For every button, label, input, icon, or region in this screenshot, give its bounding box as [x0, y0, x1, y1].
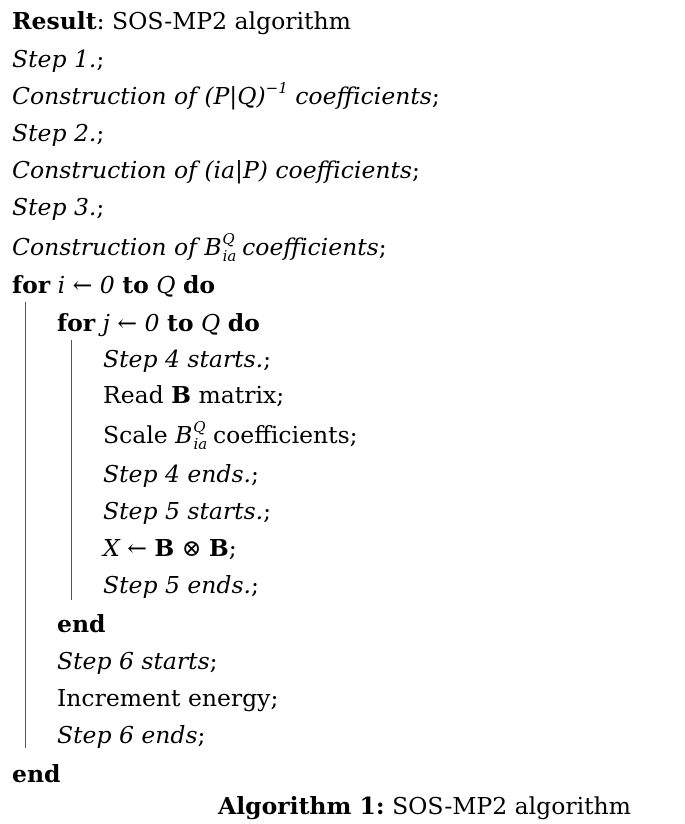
inner-loop-expr: j ← 0 — [95, 309, 167, 337]
semicolon: ; — [251, 571, 259, 599]
step1-line — [12, 44, 104, 74]
increment-text: Increment energy; — [57, 684, 279, 712]
result-text: : SOS-MP2 algorithm — [96, 7, 351, 35]
B-matrix: B — [208, 534, 229, 562]
step5-starts-text: Step 5 starts. — [103, 497, 264, 525]
scale-subscript: ia — [193, 435, 208, 453]
step5-ends-line — [103, 570, 259, 600]
semicolon: ; — [209, 647, 218, 675]
semicolon: ; — [263, 345, 272, 373]
tensor-product-line — [103, 533, 237, 563]
step4-starts-text: Step 4 starts. — [103, 345, 264, 373]
scale-superscript: Q — [193, 418, 206, 436]
outer-end-line — [12, 759, 60, 789]
do-keyword: do — [182, 271, 216, 299]
inner-loop-rule — [71, 340, 72, 600]
end-keyword: end — [57, 610, 106, 638]
inner-end-line — [57, 609, 105, 639]
semicolon: ; — [412, 156, 420, 184]
result-label: Result — [12, 7, 97, 35]
step6-starts-text: Step 6 starts — [57, 647, 210, 675]
outer-loop-expr: i ← 0 — [50, 271, 123, 299]
construct2-line — [12, 155, 420, 185]
construct3-superscript: Q — [222, 230, 235, 248]
do-keyword: do — [227, 309, 260, 337]
semicolon: ; — [251, 460, 259, 488]
construct3-B: B — [204, 233, 222, 261]
scale-suffix: coefficients; — [205, 421, 358, 449]
left-arrow: ← — [119, 534, 155, 562]
step6-starts-line — [57, 646, 218, 676]
construct1-prefix: Construction of — [12, 82, 205, 110]
semicolon: ; — [431, 82, 440, 110]
for-keyword: for — [57, 309, 96, 337]
step2-text: Step 2. — [12, 119, 97, 147]
construct3-subscript: ia — [222, 247, 237, 265]
construct2-math: (ia|P) — [204, 156, 268, 184]
construct1-suffix: coefficients — [287, 82, 432, 110]
B-matrix: B — [154, 534, 175, 562]
step3-line — [12, 192, 104, 222]
construct2-suffix: coefficients — [267, 156, 412, 184]
end-keyword: end — [12, 760, 61, 788]
semicolon: ; — [96, 193, 105, 221]
semicolon: ; — [378, 233, 387, 261]
semicolon: ; — [263, 497, 272, 525]
caption-label: Algorithm 1: — [218, 792, 385, 820]
read-prefix: Read — [103, 381, 172, 409]
semicolon: ; — [197, 721, 206, 749]
step6-ends-line — [57, 720, 205, 750]
step5-starts-line — [103, 496, 271, 526]
to-keyword: to — [166, 309, 194, 337]
step1-text: Step 1. — [12, 45, 97, 73]
step2-line — [12, 118, 104, 148]
construct1-math: (P|Q) — [204, 82, 266, 110]
inner-for-line — [57, 308, 260, 338]
to-keyword: to — [122, 271, 149, 299]
step5-ends-text: Step 5 ends. — [103, 571, 251, 599]
result-line — [12, 6, 351, 36]
construct2-prefix: Construction of — [12, 156, 205, 184]
step6-ends-text: Step 6 ends — [57, 721, 198, 749]
step4-ends-text: Step 4 ends. — [103, 460, 251, 488]
algorithm-caption — [218, 791, 631, 821]
read-matrix-line — [103, 380, 284, 410]
read-suffix: matrix; — [191, 381, 285, 409]
step4-ends-line — [103, 459, 259, 489]
semicolon: ; — [96, 45, 105, 73]
read-B: B — [171, 381, 191, 409]
semicolon: ; — [228, 534, 237, 562]
semicolon: ; — [96, 119, 105, 147]
x-variable: X — [103, 534, 120, 562]
scale-prefix: Scale — [103, 421, 176, 449]
scale-line — [103, 420, 358, 453]
caption-text: SOS-MP2 algorithm — [384, 792, 631, 820]
loop-bound: Q — [148, 271, 183, 299]
construct3-suffix: coefficients — [234, 233, 379, 261]
step4-starts-line — [103, 344, 271, 374]
outer-loop-rule — [25, 302, 26, 748]
construct3-line — [12, 232, 387, 265]
construct1-line — [12, 81, 440, 114]
scale-B: B — [175, 421, 193, 449]
step3-text: Step 3. — [12, 193, 97, 221]
construct3-prefix: Construction of — [12, 233, 205, 261]
for-keyword: for — [12, 271, 51, 299]
outer-for-line — [12, 270, 215, 300]
loop-bound: Q — [193, 309, 228, 337]
otimes-symbol: ⊗ — [174, 534, 209, 562]
construct1-exponent: −1 — [265, 79, 288, 97]
increment-line — [57, 683, 278, 713]
